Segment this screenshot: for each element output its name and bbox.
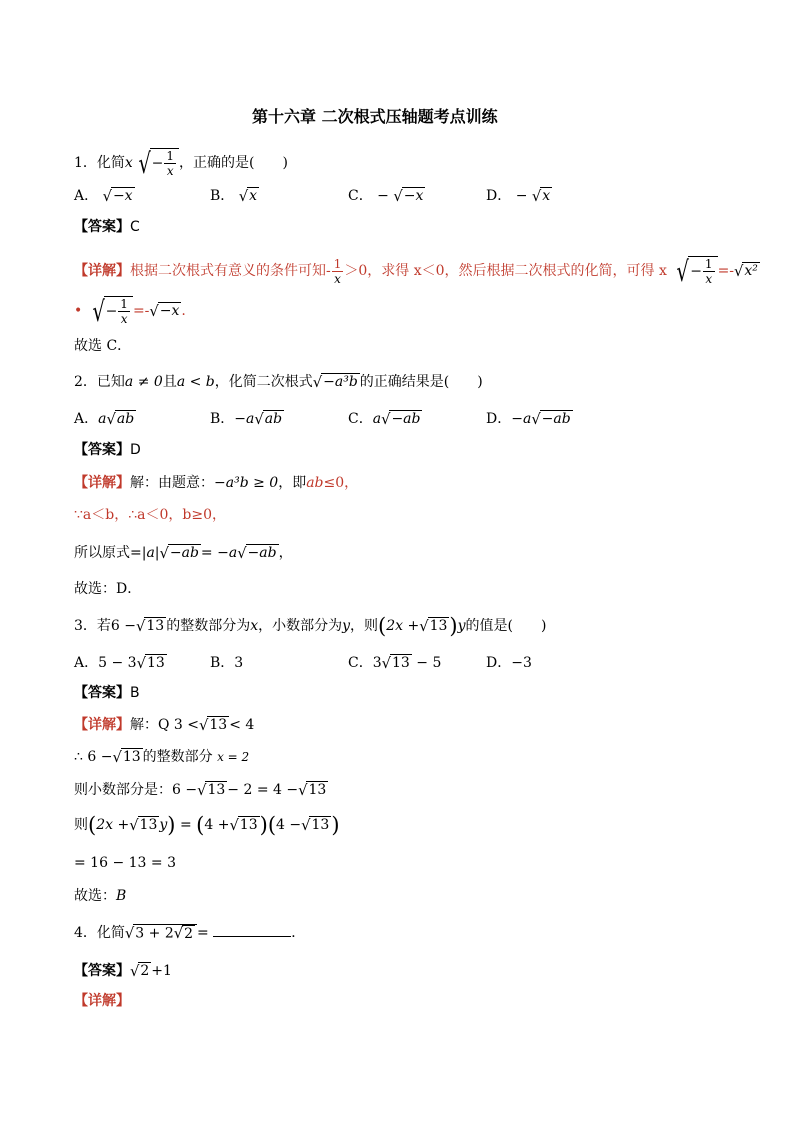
q2-detail-line-2: ∵a＜b，∴a＜0，b≥0， xyxy=(74,507,226,523)
q3-answer: 【答案】B xyxy=(74,685,140,701)
q3-option-d: D．−3 xyxy=(486,655,532,671)
q4-answer-blank[interactable] xyxy=(213,924,291,937)
q2-conclusion: 故选：D． xyxy=(74,581,142,597)
question-1 xyxy=(74,148,288,178)
q1-detail-line-2: • √ − $\frac{1}{x}$ =- √ −x . xyxy=(74,295,186,328)
question-4: 4．化简 √ 3 + 2 √ 2 = ． xyxy=(74,925,306,943)
q1-option-c: C． − √ −x xyxy=(348,187,424,205)
q3-detail-line-2: ∴ 6 − √ 13 的整数部分 x = 2 xyxy=(74,748,250,766)
q3-conclusion: 故选：B xyxy=(74,888,127,904)
q4-answer: 【答案】 √ 2 +1 xyxy=(74,962,172,980)
q1-detail-line-1: 【详解】根据二次根式有意义的条件可知- $\frac{1}{x}$ ＞0，求得 x＜0，然后根据二次根式的化简，可得 x √ − $\frac{1}{x}$ =- √ x² xyxy=(74,255,758,288)
q3-option-c: C．3 √ 13 − 5 xyxy=(348,654,442,672)
q1-x: x xyxy=(124,155,133,171)
q2-option-b: B．−a √ ab xyxy=(210,410,283,428)
q2-detail-line-1: 【详解】解：由题意：−a³b ≥ 0，即ab≤0， xyxy=(74,475,359,491)
q1-prefix: 1．化简 xyxy=(74,155,125,171)
q2-option-d: D．−a √ −ab xyxy=(486,410,571,428)
q4-detail: 【详解】 xyxy=(74,993,130,1009)
q1-option-a: A． √ −x xyxy=(74,187,133,205)
q1-suffix: ，正确的是( ) xyxy=(179,155,288,171)
q1-sqrt: √ − $\frac{1}{x}$ xyxy=(133,148,179,178)
q3-detail-line-3: 则小数部分是：6 − √ 13 − 2 = 4 − √ 13 xyxy=(74,781,327,799)
q3-detail-line-1: 【详解】解：Q 3 < √ 13 < 4 xyxy=(74,716,255,734)
q1-answer: 【答案】C xyxy=(74,219,140,235)
q1-option-b: B． √ x xyxy=(210,187,258,205)
q3-detail-line-4: 则(2x + √ 13 y) = (4 + √ 13 )(4 − √ 13 ) xyxy=(74,813,340,837)
page-title: 第十六章 二次根式压轴题考点训练 xyxy=(252,107,498,126)
q3-option-a: A．5 − 3 √ 13 xyxy=(74,654,165,672)
question-3: 3．若6 − √ 13 的整数部分为x，小数部分为y，则(2x + √ 13 )y的值是( ) xyxy=(74,614,547,638)
q3-detail-line-5: = 16 − 13 = 3 xyxy=(74,855,176,871)
q1-option-d: D． − √ x xyxy=(486,187,551,205)
q3-option-b: B．3 xyxy=(210,655,244,671)
q2-option-c: C．a √ −ab xyxy=(348,410,421,428)
q2-answer: 【答案】D xyxy=(74,442,141,458)
q2-detail-line-3: 所以原式=|a| √ −ab = −a √ −ab ， xyxy=(74,544,293,562)
q1-conclusion: 故选 C． xyxy=(74,338,132,354)
question-2: 2．已知a ≠ 0且a < b，化简二次根式 √ −a³b 的正确结果是( ) xyxy=(74,373,483,391)
q2-option-a: A．a √ ab xyxy=(74,410,135,428)
